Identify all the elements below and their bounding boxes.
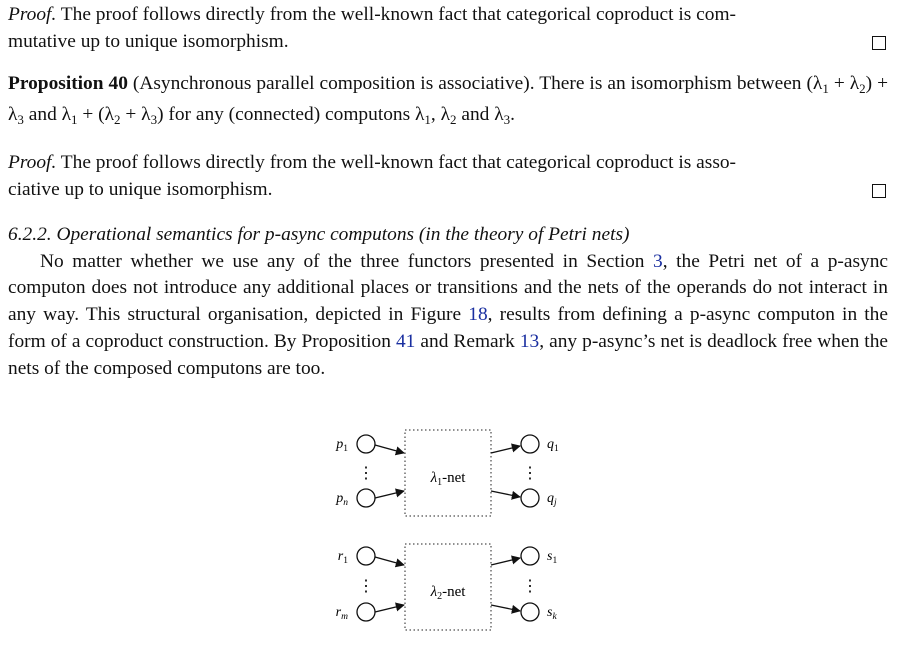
section-ref-link[interactable]: 3 xyxy=(653,250,663,272)
paper-page xyxy=(8,2,888,383)
label-s1: $s_1$ xyxy=(547,549,558,566)
proof-text-line1: The proof follows directly from the well-known fact that categorical coproduct is com- xyxy=(60,4,737,25)
figure-18-diagram xyxy=(0,426,898,638)
proof-label: Proof. xyxy=(8,4,57,25)
paragraph-part3: , results from defining a p-async computon in the form of a coproduct construction. By Proposition xyxy=(8,304,888,352)
section-heading: 6.2.2. Operational semantics for p-async computons (in the theory of Petri nets) xyxy=(8,223,630,245)
vdots-inputs: ⋮ xyxy=(358,578,374,595)
label-pn: $p_n$ xyxy=(336,491,348,508)
sub: 1 xyxy=(71,112,78,128)
proposition-text-j: and λ xyxy=(461,104,504,126)
sub: 2 xyxy=(114,112,121,128)
proposition-text-g: + λ xyxy=(125,104,151,126)
body-paragraph xyxy=(8,249,888,383)
arc-rm-in xyxy=(375,605,404,612)
place-sk xyxy=(521,603,539,621)
net-1-label: $\lambda_1$-net xyxy=(430,470,466,488)
arc-sk-out xyxy=(491,605,520,611)
place-r1 xyxy=(357,547,375,565)
net-2 xyxy=(336,544,558,630)
label-r1: $r_1$ xyxy=(337,549,348,566)
petri-net-diagram xyxy=(0,426,898,638)
net-1 xyxy=(335,430,559,516)
proposition-text-e: and λ xyxy=(28,104,72,126)
label-qj: $q_j$ xyxy=(547,491,557,508)
arc-qj-out xyxy=(491,491,520,497)
qed-square-icon xyxy=(872,36,886,50)
place-rm xyxy=(357,603,375,621)
vdots-inputs: ⋮ xyxy=(358,465,374,482)
vdots-outputs: ⋮ xyxy=(522,465,538,482)
arc-pn-in xyxy=(375,491,404,498)
paragraph-part2: , the Petri net of a p-async computon does not introduce any additional places or transitions and the nets of the operands do not interact in any way. This structural organisation, depicted in Figure xyxy=(8,250,888,326)
vdots-outputs: ⋮ xyxy=(522,578,538,595)
place-pn xyxy=(357,489,375,507)
sub: 3 xyxy=(503,112,511,128)
figure-ref-link[interactable]: 18 xyxy=(468,304,488,326)
arc-s1-out xyxy=(491,558,520,565)
net-2-label: $\lambda_2$-net xyxy=(430,584,466,602)
proof-text-line2: ciative up to unique isomorphism. xyxy=(8,178,273,200)
sub: 1 xyxy=(822,80,829,96)
qed-square-icon xyxy=(872,184,886,198)
sub: 2 xyxy=(859,80,866,96)
proof-associative xyxy=(8,150,888,204)
place-p1 xyxy=(357,435,375,453)
proposition-label: Proposition 40 xyxy=(8,72,128,94)
sub: 1 xyxy=(424,112,431,128)
label-p1: $p_1$ xyxy=(336,437,348,454)
proof-label: Proof. xyxy=(8,152,57,174)
label-rm: $r_m$ xyxy=(335,605,348,622)
proposition-text-f: + (λ xyxy=(82,104,115,126)
label-q1: $q_1$ xyxy=(547,437,559,454)
remark-ref-link[interactable]: 13 xyxy=(519,330,540,352)
arc-q1-out xyxy=(491,446,520,453)
place-qj xyxy=(521,489,539,507)
paragraph-part5: , any p-async’s net is deadlock free when the nets of the composed computons are too. xyxy=(8,330,888,379)
proposition-40 xyxy=(8,71,888,135)
arc-p1-in xyxy=(375,445,404,453)
proof-text-line1: The proof follows directly from the well-known fact that categorical coproduct is asso- xyxy=(60,152,737,174)
proof-commutative xyxy=(8,2,888,56)
proposition-text-d: ) + λ xyxy=(8,72,889,126)
proposition-text-i: , λ xyxy=(430,104,450,126)
proposition-text-h: ) for any (connected) computons λ xyxy=(157,104,425,126)
sub: 3 xyxy=(150,112,158,128)
proof-text-line2: mutative up to unique isomorphism. xyxy=(8,30,289,52)
paragraph-part4: and Remark xyxy=(415,330,520,352)
proposition-text-b: between (λ xyxy=(736,72,823,94)
proposition-text-c: + λ xyxy=(833,72,860,94)
place-q1 xyxy=(521,435,539,453)
paragraph-part1: No matter whether we use any of the three functors presented in Section xyxy=(40,250,654,272)
proposition-text-a: There is an isomorphism xyxy=(539,72,732,94)
label-sk: $s_k$ xyxy=(547,605,557,622)
proposition-text-k: . xyxy=(510,104,515,126)
place-s1 xyxy=(521,547,539,565)
sub: 2 xyxy=(450,112,457,128)
arc-r1-in xyxy=(375,557,404,565)
proposition-ref-link[interactable]: 41 xyxy=(395,330,416,352)
proposition-title: (Asynchronous parallel composition is associative). xyxy=(132,72,535,94)
sub: 3 xyxy=(17,112,24,128)
